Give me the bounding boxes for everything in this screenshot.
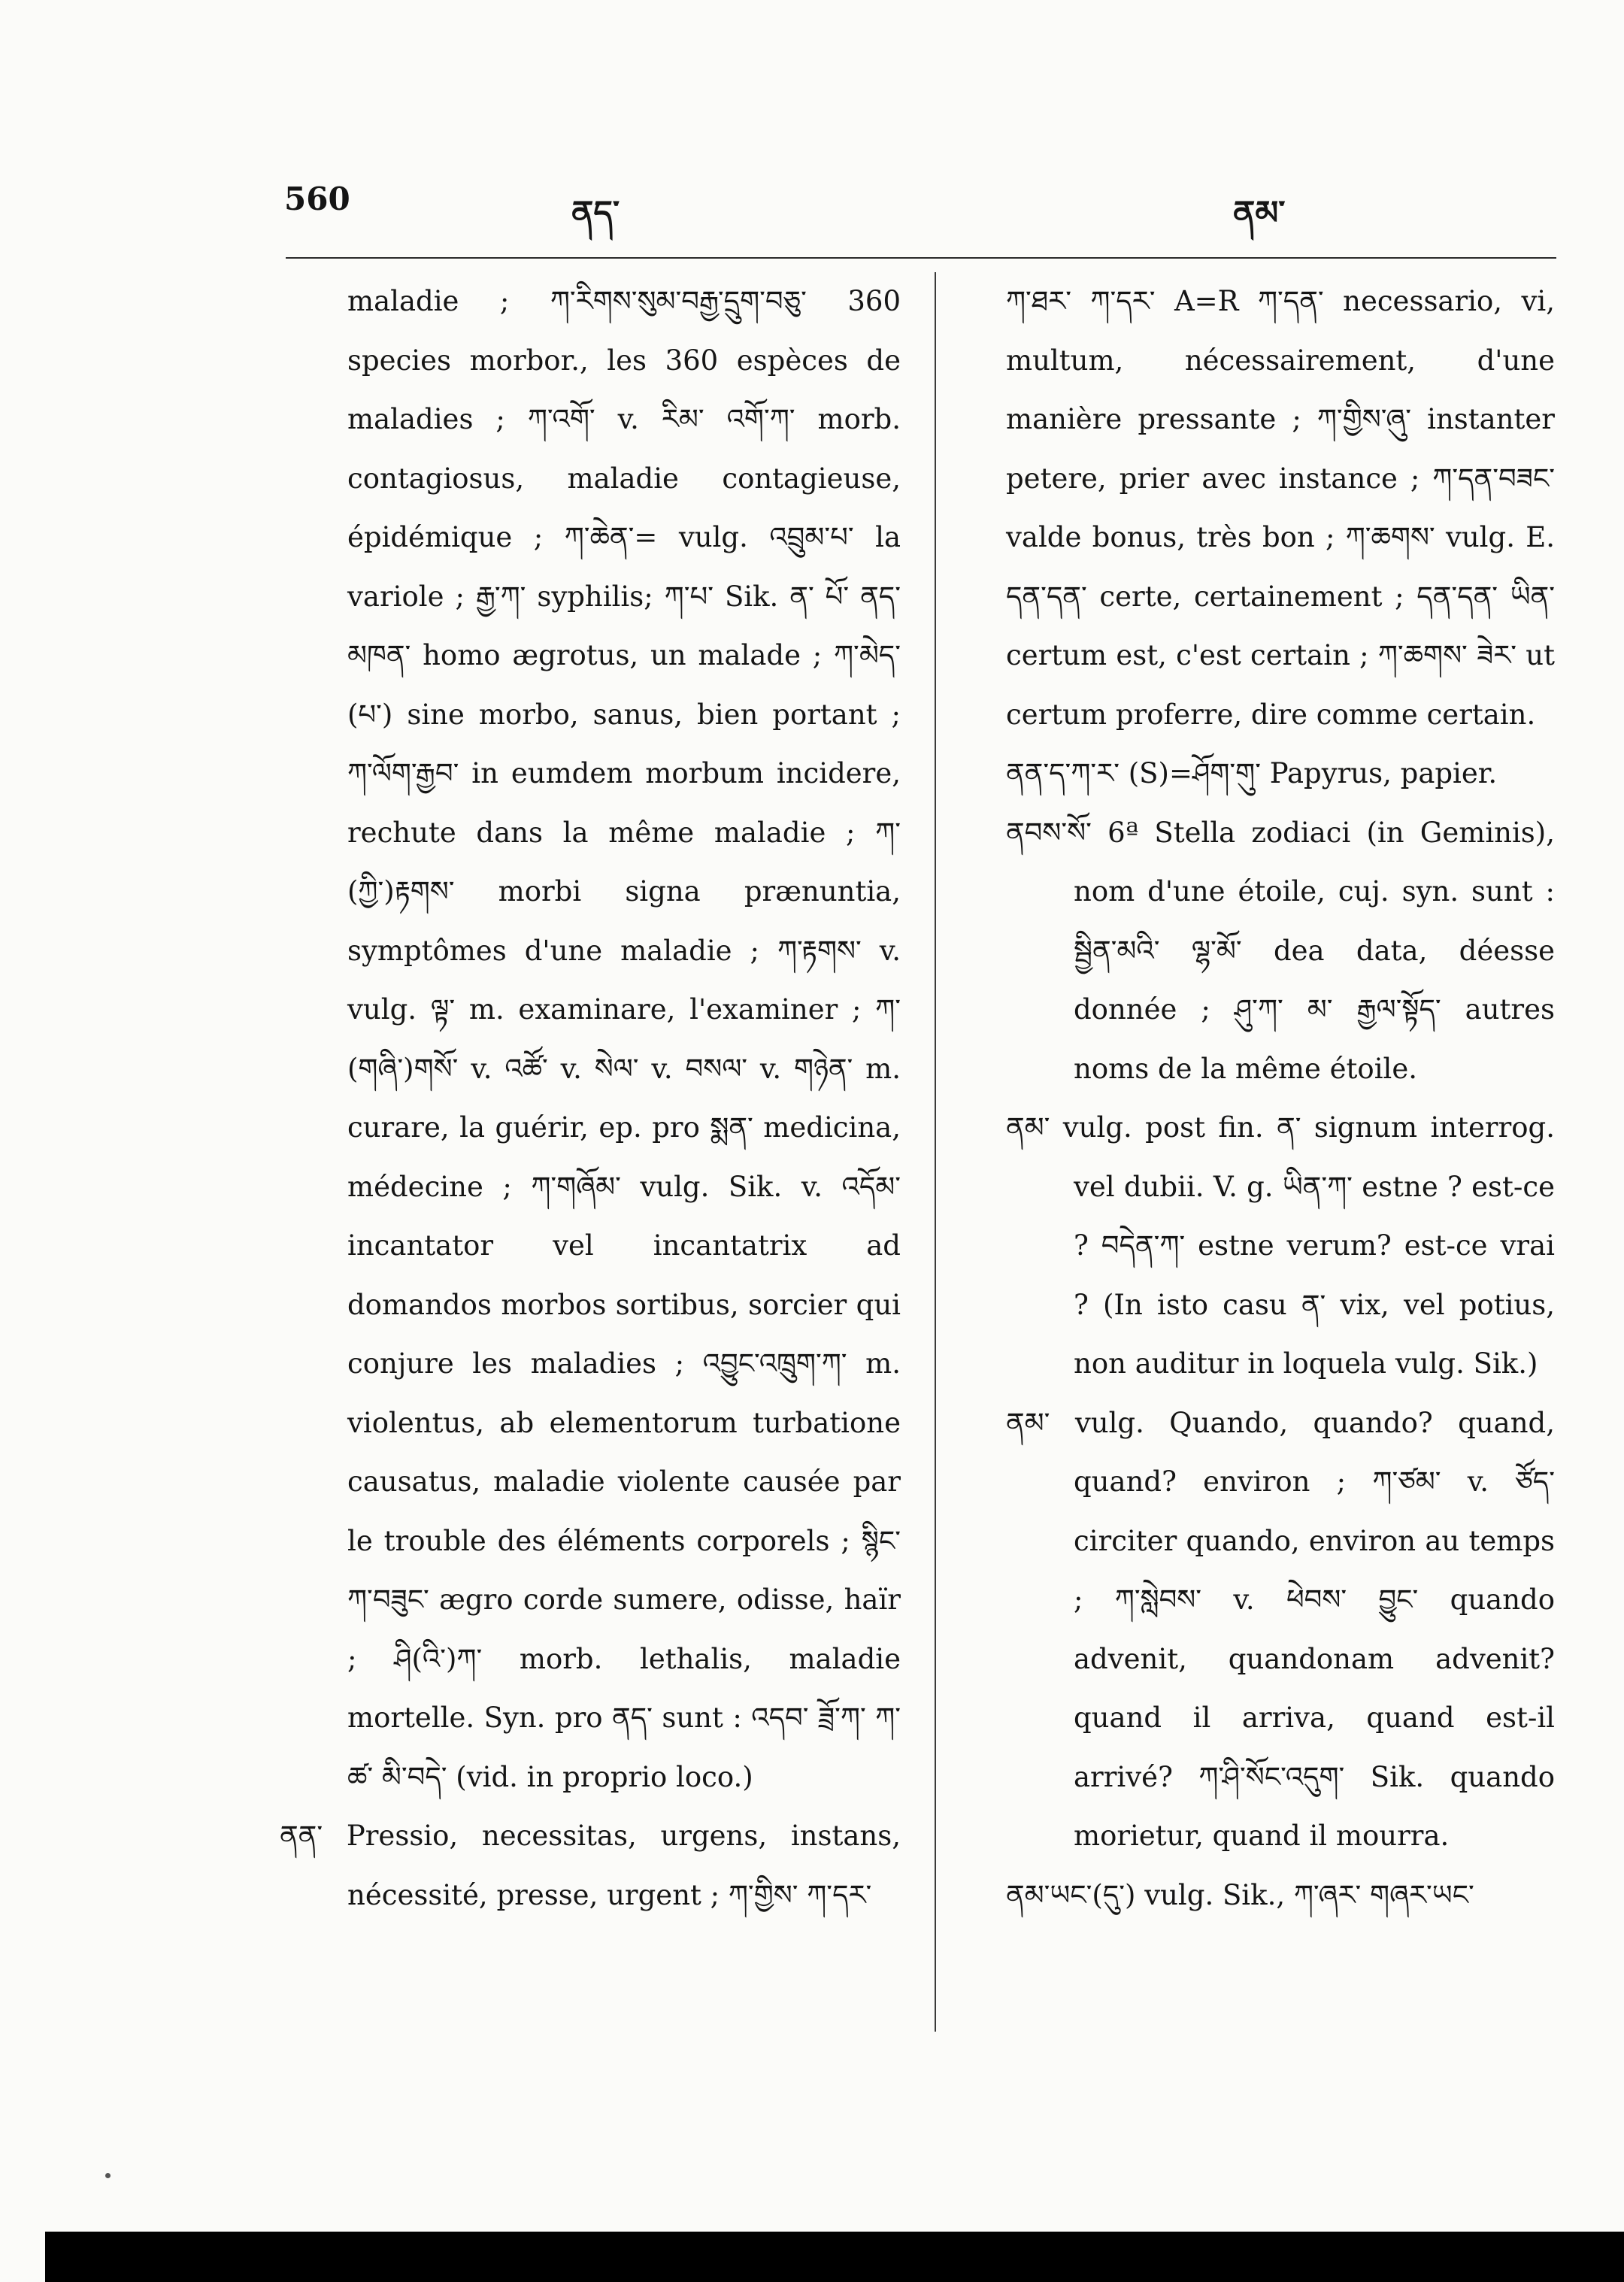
entry-nan-da-ka-ra: ནན་ད་ཀ་ར་ (S)=ཤོག་གུ་ Papyrus, papier. [1006,757,1498,789]
entry-nam-quando: ནམ་ vulg. Quando, quando? quand, quand? environ ; ཀ་ཙམ་ v. ཙོད་ circiter quando, environ au temps ; ཀ་སླེབས་ v. ཕེབས་ བྱུང་ quando advenit, quandonam advenit? quand il arriva, quand est-il arrivé? ཀ་ཤི་སོང་འདུག་ Sik. quando morietur, quand il mourra. [1006,1406,1555,1852]
entry-nam-yang: ནམ་ཡང་(དུ་) vulg. Sik., ཀ་ཞར་ གཞར་ཡང་ [1006,1878,1474,1911]
entry-continuation-right: ཀ་ཐར་ ཀ་དར་ A=R ཀ་དན་ necessario, vi, multum, nécessairement, d'une manière pressante ; ཀ་གྱིས་ཞུ་ instanter petere, prier avec instance ; ཀ་དན་བཟང་ valde bonus, très bon ; ཀ་ཆགས་ vulg. E. དན་དན་ certe, certainement ; དན་དན་ ཡིན་ certum est, c'est certain ; ཀ་ཆགས་ ཟེར་ ut certum proferre, dire comme certain. [1006,285,1555,731]
column-rule [935,272,936,2032]
entry-nan: ནན་ Pressio, necessitas, urgens, instans, nécessité, presse, urgent ; ཀ་གྱིས་ ཀ་དར་ [280,1820,901,1911]
entry-nabs-so: ནབས་སོ་ 6ª Stella zodiaci (in Geminis), nom d'une étoile, cuj. syn. sunt : སྦྱིན་མའི་ ལྷ་མོ་ dea data, déesse donnée ; ཤུ་ཀ་ མ་ རྒྱལ་སྟོད་ autres noms de la même étoile. [1006,816,1555,1085]
left-column [280,272,901,1925]
left-guide-word: ནད་ [571,194,620,232]
scan-speck [105,2173,111,2178]
right-column [1006,272,1555,1925]
entry-nam-interrog: ནམ་ vulg. post fin. ན་ signum interrog. vel dubii. V. g. ཡིན་ཀ་ estne ? est-ce ? བདེན་ཀ་ estne verum? est-ce vrai ? (In isto casu ན་ vix, vel potius, non auditur in loquela vulg. Sik.) [1006,1111,1555,1380]
page-number: 560 [284,180,350,217]
right-guide-word: ནམ་ [1233,194,1286,232]
entry-continuation: maladie ; ཀ་རིགས་སུམ་བརྒྱ་དྲུག་བཅུ་ 360 species morbor., les 360 espèces de maladies ; ཀ་འགོ་ v. རིམ་ འགོ་ཀ་ morb. contagiosus, maladie contagieuse, épidémique ; ཀ་ཆེན་= vulg. འབྲུམ་པ་ la variole ; རྒྱ་ཀ་ syphilis; ཀ་པ་ Sik. ན་ པོ་ ནད་མཁན་ homo ægrotus, un malade ; ཀ་མེད་(པ་) sine morbo, sanus, bien portant ; ཀ་ལོག་རྒྱབ་ in eumdem morbum incidere, rechute dans la même maladie ; ཀ་(ཀྱི་)རྟགས་ morbi signa prænuntia, symptômes d'une maladie ; ཀ་རྟགས་ v. vulg. ལྟ་ m. examinare, l'examiner ; ཀ་(གཞི་)གསོ་ v. འཚོ་ v. སེལ་ v. བསལ་ v. གཉེན་ m. curare, la guérir, ep. pro སྨན་ medicina, médecine ; ཀ་གཞོམ་ vulg. Sik. v. འདོམ་ incantator vel incantatrix ad domandos morbos sortibus, sorcier qui conjure les maladies ; འབྱུང་འཁྲུག་ཀ་ m. violentus, ab elementorum turbatione causatus, maladie violente causée par le trouble des éléments corporels ; སྙིང་ཀ་བཟུང་ ægro corde sumere, odisse, haïr ; ཤི(འི་)ཀ་ morb. lethalis, maladie mortelle. Syn. pro ནད་ sunt : འདབ་ ཟྲོ་ཀ་ ཀ་ཚ་ མི་བདེ་ (vid. in proprio loco.) [347,285,901,1793]
bottom-scan-bar [45,2232,1624,2282]
header-rule [286,257,1556,259]
